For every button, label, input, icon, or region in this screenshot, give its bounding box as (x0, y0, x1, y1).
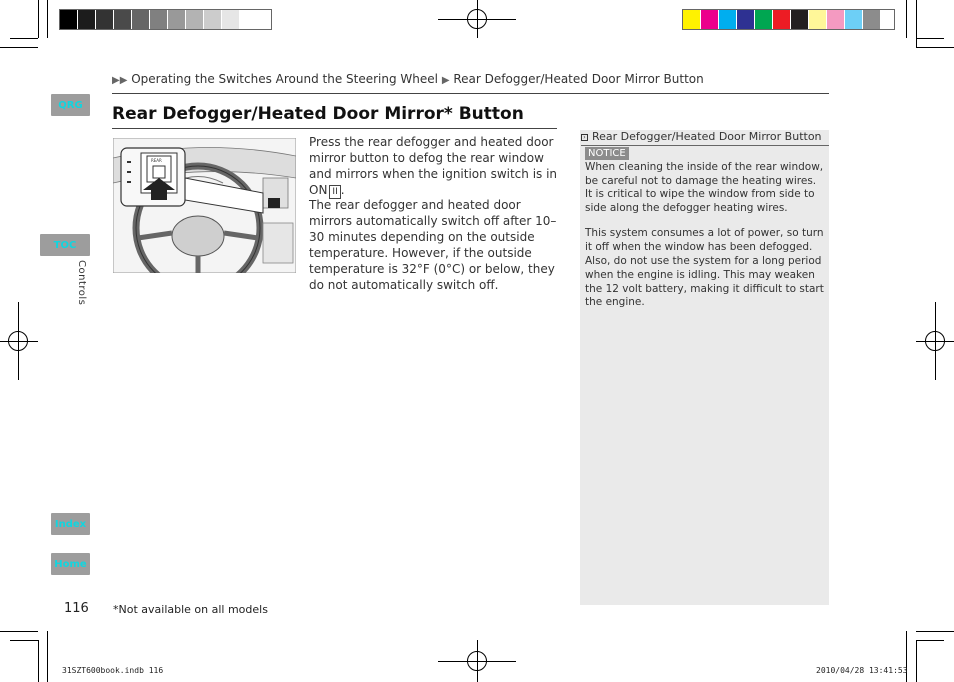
gray-swatch-0 (60, 10, 78, 29)
home-tab[interactable]: Home (51, 553, 90, 575)
instruction-text: Press the rear defogger and heated door mirror button to defog the rear window and mirrors when the ignition switch is in ON (309, 135, 558, 197)
cmyk-swatch-10 (863, 10, 881, 29)
toc-tab[interactable]: TOC (40, 234, 90, 256)
cmyk-swatch-3 (737, 10, 755, 29)
cmyk-swatch-6 (791, 10, 809, 29)
cmyk-swatch-4 (755, 10, 773, 29)
qrg-tab[interactable]: QRG (51, 94, 90, 116)
breadcrumb (112, 72, 704, 86)
print-timestamp: 2010/04/28 13:41:53 (816, 666, 908, 675)
breadcrumb-section[interactable]: Operating the Switches Around the Steering Wheel (131, 72, 438, 86)
ignition-position-key: II (329, 185, 340, 199)
info-text-1: This system consumes a lot of power, so turn it off when the window has been defogged. (585, 227, 824, 253)
gray-swatch-10 (240, 10, 258, 29)
gray-swatch-9 (222, 10, 240, 29)
instruction-text-end: . (340, 183, 345, 197)
gray-swatch-7 (186, 10, 204, 29)
gray-swatch-2 (96, 10, 114, 29)
info-text-2: Also, do not use the system for a long period when the engine is idling. This may weaken the 12 volt battery, making it difficult to start the engine. (585, 255, 824, 309)
dashboard-illustration (113, 138, 296, 273)
notes-title: Rear Defogger/Heated Door Mirror Button (592, 130, 822, 143)
chapter-label: Controls (76, 260, 87, 306)
cmyk-swatch-0 (683, 10, 701, 29)
notes-divider (581, 145, 829, 146)
page-title: Rear Defogger/Heated Door Mirror* Button (112, 104, 524, 124)
gray-swatch-1 (78, 10, 96, 29)
cmyk-swatch-1 (701, 10, 719, 29)
gray-swatch-4 (132, 10, 150, 29)
grayscale-color-bar (60, 10, 258, 29)
cmyk-swatch-5 (773, 10, 791, 29)
notice-text-1: When cleaning the inside of the rear window, be careful not to damage the heating wires. (585, 161, 824, 187)
breadcrumb-page: Rear Defogger/Heated Door Mirror Button (453, 72, 704, 86)
breadcrumb-arrow-icon: ▶▶ (112, 75, 128, 86)
instruction-paragraph-2: The rear defogger and heated door mirrors automatically switch off after 10–30 minutes depending on the outside temperature. However, if the outside temperature is 32°F (0°C) or below, they do not automatically switch off. (309, 198, 557, 292)
page-number: 116 (64, 601, 89, 616)
note-icon: › (581, 134, 588, 141)
notice-text-2: It is critical to wipe the window from side to side along the defogger heating wires. (585, 188, 815, 214)
cmyk-swatch-8 (827, 10, 845, 29)
cmyk-swatch-9 (845, 10, 863, 29)
inset-switch-label: REAR (151, 158, 162, 163)
cmyk-swatch-7 (809, 10, 827, 29)
print-file-info: 31SZT600book.indb 116 (62, 666, 164, 675)
header-divider (112, 93, 829, 94)
notice-badge: NOTICE (585, 147, 629, 160)
breadcrumb-arrow-icon: ▶ (441, 75, 450, 86)
gray-swatch-3 (114, 10, 132, 29)
gray-swatch-5 (150, 10, 168, 29)
cmyk-color-bar (683, 10, 881, 29)
title-underline (112, 128, 557, 129)
index-tab[interactable]: Index (51, 513, 90, 535)
instruction-paragraph-1 (309, 134, 559, 199)
gray-swatch-8 (204, 10, 222, 29)
gray-swatch-6 (168, 10, 186, 29)
footnote: *Not available on all models (113, 603, 268, 616)
cmyk-swatch-2 (719, 10, 737, 29)
